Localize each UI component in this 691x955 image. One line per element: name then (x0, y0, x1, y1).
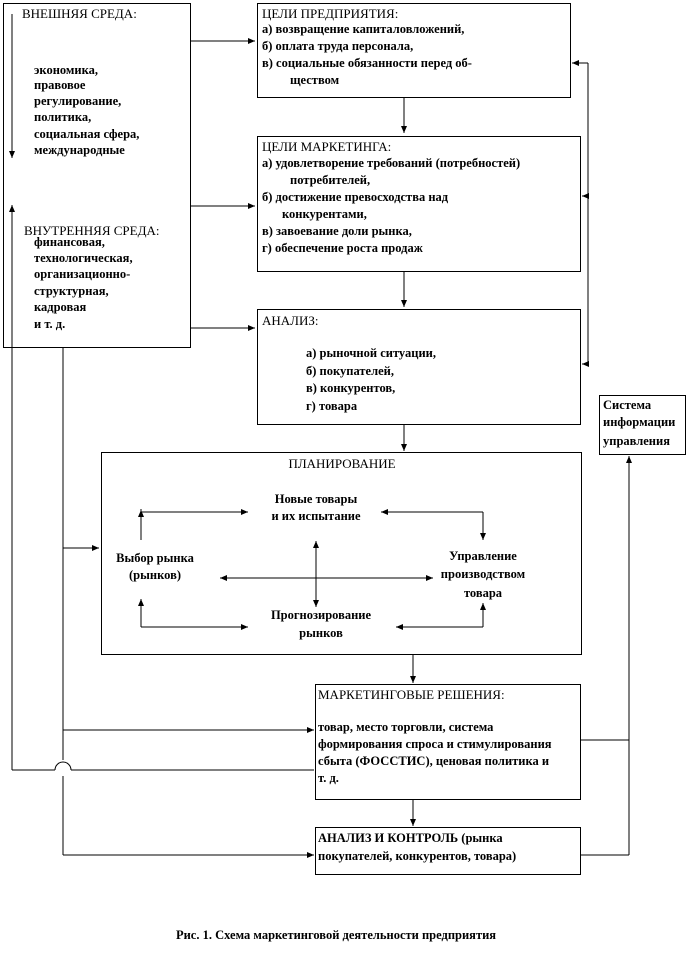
control-line: АНАЛИЗ И КОНТРОЛЬ (рынка (318, 831, 503, 845)
internal-item: технологическая, (34, 251, 133, 265)
decisions-heading: МАРКЕТИНГОВЫЕ РЕШЕНИЯ: (318, 687, 505, 702)
marketing-goal-line: б) достижение превосходства над (262, 190, 449, 204)
decisions-line: формирования спроса и стимулирования (318, 737, 552, 751)
internal-item: организационно- (34, 267, 131, 281)
internal-item: и т. д. (34, 317, 66, 331)
market-choice-line: (рынков) (129, 568, 181, 582)
marketing-goal-line: в) завоевание доли рынка, (262, 224, 412, 238)
info-system-line: Система (603, 398, 652, 412)
figure-caption: Рис. 1. Схема маркетинговой деятельности предприятия (175, 928, 497, 942)
external-heading: ВНЕШНЯЯ СРЕДА: (22, 6, 137, 21)
analysis-line: б) покупателей, (306, 364, 394, 378)
enterprise-goal-line: б) оплата труда персонала, (262, 39, 414, 53)
external-item: политика, (34, 110, 92, 124)
enterprise-goal-line: ществом (290, 73, 340, 87)
new-products-line: и их испытание (271, 509, 361, 523)
analysis-heading: АНАЛИЗ: (262, 313, 319, 328)
external-item: экономика, (34, 63, 99, 77)
internal-item: структурная, (34, 284, 109, 298)
enterprise-goals-heading: ЦЕЛИ ПРЕДПРИЯТИЯ: (262, 6, 399, 21)
marketing-goal-line: потребителей, (290, 173, 371, 187)
decisions-line: сбыта (ФОССТИС), ценовая политика и (318, 754, 550, 768)
analysis-line: г) товара (306, 399, 358, 413)
external-item: правовое (34, 78, 86, 92)
marketing-goal-line: конкурентами, (282, 207, 367, 221)
forecast-line: Прогнозирование (270, 608, 372, 622)
internal-heading: ВНУТРЕННЯЯ СРЕДА: (24, 223, 160, 238)
planning-heading: ПЛАНИРОВАНИЕ (288, 456, 396, 471)
decisions-line: товар, место торговли, система (318, 720, 494, 734)
external-item: международные (34, 143, 125, 157)
production-line: производством (440, 567, 526, 581)
marketing-goals-heading: ЦЕЛИ МАРКЕТИНГА: (262, 139, 392, 154)
new-products-line: Новые товары (274, 492, 358, 506)
decisions-line: т. д. (318, 771, 339, 785)
market-choice-line: Выбор рынка (116, 551, 194, 565)
production-line: Управление (449, 549, 517, 563)
analysis-line: в) конкурентов, (306, 381, 396, 395)
marketing-goal-line: г) обеспечение роста продаж (262, 241, 423, 255)
analysis-line: а) рыночной ситуации, (306, 346, 436, 360)
forecast-line: рынков (299, 626, 343, 640)
marketing-goal-line: а) удовлетворение требований (потребностей) (262, 156, 521, 170)
info-system-line: управления (603, 434, 670, 448)
external-item: социальная сфера, (34, 127, 140, 141)
external-item: регулирование, (34, 94, 122, 108)
info-system-line: информации (603, 415, 676, 429)
control-line: покупателей, конкурентов, товара) (318, 849, 517, 863)
production-line: товара (463, 586, 503, 600)
enterprise-goal-line: в) социальные обязанности перед об- (262, 56, 472, 70)
enterprise-goal-line: а) возвращение капиталовложений, (262, 22, 465, 36)
internal-item: финансовая, (34, 235, 105, 249)
internal-item: кадровая (34, 300, 87, 314)
